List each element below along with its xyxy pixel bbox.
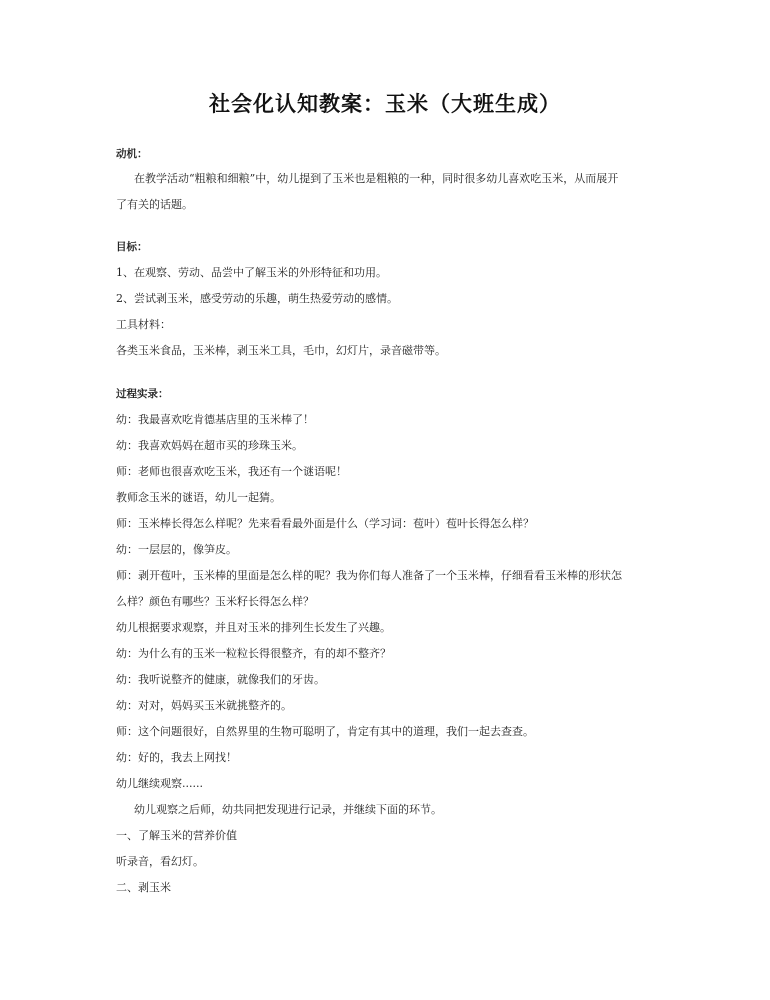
process-line: 幼儿根据要求观察，并且对玉米的排列生长发生了兴趣。 [116,621,391,634]
process-after-text: 幼儿观察之后师，幼共同把发现进行记录，并继续下面的环节。 [134,803,442,816]
materials-text: 各类玉米食品，玉米棒，剥玉米工具，毛巾，幻灯片，录音磁带等。 [116,344,446,357]
process-line: 教师念玉米的谜语，幼儿一起猜。 [116,491,281,504]
section-1-text: 听录音，看幻灯。 [116,855,204,868]
goals-heading: 目标： [116,241,148,253]
goal-item-2: 2、尝试剥玉米，感受劳动的乐趣，萌生热爱劳动的感情。 [116,292,398,305]
process-line: 幼儿继续观察...... [116,777,203,790]
process-line: 幼：好的，我去上网找！ [116,751,237,764]
process-line: 么样？颜色有哪些？玉米籽长得怎么样？ [116,595,314,608]
process-heading: 过程实录： [116,388,169,400]
materials-heading: 工具材料： [116,318,171,331]
motivation-line-1: 在教学活动“粗粮和细粮”中，幼儿提到了玉米也是粗粮的一种，同时很多幼儿喜欢吃玉米，从而展开 [134,172,619,185]
document-title: 社会化认知教案：玉米（大班生成） [209,92,561,116]
process-line: 幼：我喜欢妈妈在超市买的珍珠玉米。 [116,439,303,452]
process-line: 幼：一层层的，像笋皮。 [116,543,237,556]
process-line: 师：这个问题很好，自然界里的生物可聪明了，肯定有其中的道理，我们一起去查查。 [116,725,534,738]
process-line: 幼：我最喜欢吃肯德基店里的玉米棒了！ [116,413,314,426]
motivation-heading: 动机： [116,148,148,160]
process-line: 幼：我听说整齐的健康，就像我们的牙齿。 [116,673,325,686]
section-1-heading: 一、了解玉米的营养价值 [116,829,237,842]
process-line: 幼：对对，妈妈买玉米就挑整齐的。 [116,699,292,712]
process-line: 师：剥开苞叶，玉米棒的里面是怎么样的呢？我为你们每人准备了一个玉米棒，仔细看看玉米棒的形状怎 [116,569,622,582]
goal-item-1: 1、在观察、劳动、品尝中了解玉米的外形特征和功用。 [116,266,387,279]
process-line: 幼：为什么有的玉米一粒粒长得很整齐，有的却不整齐？ [116,647,391,660]
section-2-heading: 二、剥玉米 [116,881,171,894]
motivation-line-2: 了有关的话题。 [116,198,193,211]
process-line: 师：老师也很喜欢吃玉米，我还有一个谜语呢！ [116,465,347,478]
process-line: 师：玉米棒长得怎么样呢？先来看看最外面是什么（学习词：苞叶）苞叶长得怎么样？ [116,517,534,530]
